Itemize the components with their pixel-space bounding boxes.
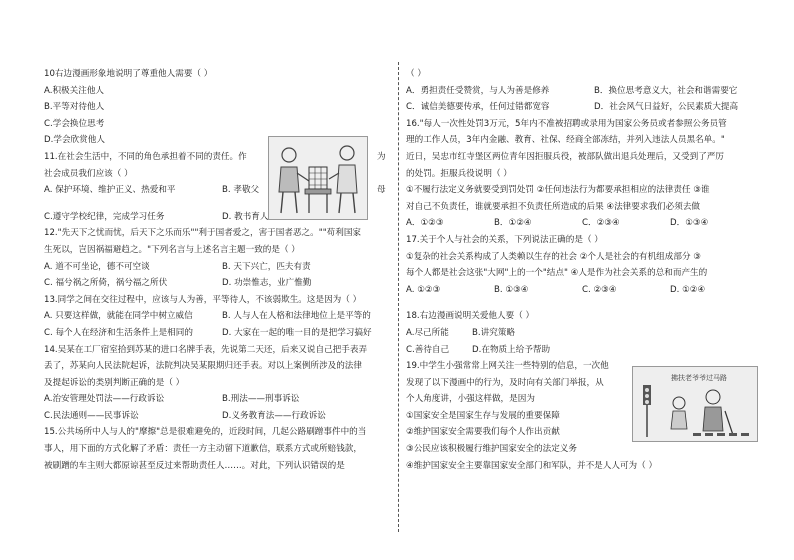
- q18-option-a: A.尽己所能: [406, 327, 449, 338]
- q17-option-c: C. ②③④: [582, 284, 617, 295]
- q11-stem-part1: 11.在社会生活中，不同的角色承担着不同的责任。作: [44, 151, 247, 162]
- q17-option-d: D. ①②④: [670, 284, 706, 295]
- q14-options-cd: [44, 408, 396, 425]
- q11-option-a: A. 保护环境、维护正义、热爱和平: [44, 185, 176, 196]
- q17-stem: 17.关于个人与社会的关系，下列说法正确的是（ ）: [406, 234, 603, 245]
- q13-option-b: B. 人与人在人格和法律地位上是平等的: [222, 311, 371, 322]
- q19-statement-1: ①国家安全是国家生存与发展的重要保障: [406, 410, 560, 421]
- q15-option-d: D．社会风气日益好，公民素质大提高: [594, 102, 739, 113]
- q15-stem-line1: 15.公共场所中人与人的"摩擦"总是很难避免的，近段时间，几起公路刷蹭事件中的当: [44, 427, 367, 438]
- q10-stem: 10右边漫画形象地说明了尊重他人需要（ ）: [44, 69, 213, 79]
- q19-stem-line1: 19.中学生小强常常上网关注一些特别的信息，一次他: [406, 361, 609, 372]
- q15-options-ab: [406, 83, 758, 100]
- q15-options-cd: [406, 99, 758, 116]
- q15-option-a: A．勇担责任受赞赏，与人为善是修养: [406, 85, 550, 96]
- q15-option-b: B．换位思考意义大，社会和谐需要它: [594, 85, 738, 96]
- q16-option-c: C．②③④: [582, 218, 620, 229]
- q12-options-cd: [44, 275, 396, 292]
- q18-option-c: C.善待自己: [406, 344, 450, 355]
- q10-cartoon-image: [268, 136, 368, 220]
- q12-option-c: C. 福兮祸之所倚，祸兮福之所伏: [44, 278, 168, 289]
- q18-options-cd: [406, 342, 758, 359]
- q17-option-b: B. ①③④: [494, 284, 529, 295]
- q18-option-b: B.讲究策略: [472, 327, 516, 338]
- q12-option-a: A. 道不可坐论，德不可空谈: [44, 261, 150, 272]
- q16-stem-line2: 理的工作人员，3年内金融、教育、社保、经商全部冻结，并列入违法人员黑名单。": [406, 135, 725, 146]
- q11-option-d: D. 教书育人: [222, 211, 269, 222]
- q19-statement-3: ③公民应该积极履行维护国家安全的法定义务: [406, 444, 577, 455]
- q13-option-a: A. 只要这样做，就能在同学中树立威信: [44, 311, 193, 322]
- q12-options-ab: [44, 259, 396, 276]
- q14-stem-line2: 丢了，苏某向人民法院起诉，法院判决吴某限期归还手表。对以上案例所涉及的法律: [44, 361, 362, 372]
- q16-option-b: B．①②④: [494, 218, 532, 229]
- q13-options-cd: [44, 325, 396, 342]
- q12-option-b: B. 天下兴亡，匹夫有责: [222, 261, 311, 272]
- q16-stem-line1: 16."每人一次性处罚3万元，5年内不准被招聘或录用为国家公务员或者参照公务员管: [406, 118, 727, 129]
- q11-stem-line2: 社会成员我们应该（ ）: [44, 168, 133, 179]
- q13-options-ab: [44, 308, 396, 325]
- cartoon-crossing-road-icon: [633, 367, 757, 441]
- q19-statement-4: ④维护国家安全主要靠国家安全部门和军队，并不是人人可为（ ）: [406, 460, 658, 471]
- q14-option-d: D.义务教育法——行政诉讼: [222, 410, 326, 421]
- q10-option-c: C.学会换位思考: [44, 118, 105, 129]
- q15-paren: （ ）: [406, 69, 426, 79]
- q18-cartoon-caption: 拂扶老爷爷过马路: [671, 374, 727, 382]
- q19-statement-2: ②维护国家安全需要我们每个人作出贡献: [406, 427, 560, 438]
- q10-option-a: A.积极关注他人: [44, 85, 105, 96]
- q16-stem-line3: 近日，吴忠市红寺堡区两位青年因拒服兵役，被部队做出退兵处理后，又受到了严厉: [406, 151, 724, 162]
- q14-option-a: A.治安管理处罚法——行政诉讼: [44, 394, 165, 405]
- q16-option-a: A．①②③: [406, 218, 444, 229]
- left-column: [44, 66, 396, 474]
- q11-option-b: B. 孝敬父: [222, 185, 260, 196]
- cartoon-people-chair-icon: [269, 137, 367, 219]
- q16-statements-line1: ①不履行法定义务就要受到罚处罚 ②任何违法行为都要承担相应的法律责任 ③谁: [406, 185, 710, 196]
- q18-cartoon-image: [632, 366, 758, 442]
- q17-options: [406, 282, 758, 299]
- q18-option-d: D.在物质上给予帮助: [472, 344, 551, 355]
- q12-stem-line2: 生死以，岂因祸福避趋之。"下列名言与上述名言主题一致的是（ ）: [44, 244, 300, 255]
- q16-statements-line2: 对自己不负责任，谁就要承担不负责任所造成的后果 ④法律要求我们必须去做: [406, 201, 701, 212]
- q11-stem-part2: 为: [377, 151, 386, 162]
- q10-option-d: D.学会欣赏他人: [44, 135, 105, 146]
- q12-stem-line1: 12."先天下之忧而忧，后天下之乐而乐""利于国者爱之，害于国者恶之。""苟利国家: [44, 228, 362, 239]
- q16-options: [406, 215, 758, 232]
- q12-option-d: D. 功崇惟志，业广惟勤: [222, 278, 312, 289]
- q13-option-d: D. 大家在一起的唯一目的是把学习搞好: [222, 327, 372, 338]
- q19-stem-line2: 发现了以下漫画中的行为，及时向有关部门举报，从: [406, 377, 604, 388]
- q19-stem-line3: 个人角度讲，小强这样做，是因为: [406, 394, 535, 405]
- column-divider: [398, 62, 399, 532]
- q15-stem-line3: 被刷蹭的车主则大都原谅甚至反过来帮助责任人……。对此，下列认识错误的是: [44, 460, 345, 471]
- q17-statements-line2: 每个人都是社会这张"大网"上的一个"结点" ④人是作为社会关系的总和而产生的: [406, 268, 708, 279]
- q16-stem-line4: 的处罚。拒服兵役说明（ ）: [406, 168, 512, 179]
- q15-stem-line2: 事人，用下面的方式化解了矛盾：责任一方主动留下道歉信，联系方式或所赔钱款，: [44, 444, 362, 455]
- q11-option-b-cont: 母: [377, 185, 386, 196]
- q14-option-c: C.民法通则——民事诉讼: [44, 410, 139, 421]
- q14-option-b: B.刑法——刑事诉讼: [222, 394, 300, 405]
- q14-stem-line3: 及提起诉讼的类别判断正确的是（ ）: [44, 377, 185, 388]
- q17-option-a: A. ①②③: [406, 284, 441, 295]
- q11-option-c: C.遵守学校纪律，完成学习任务: [44, 211, 165, 222]
- q16-option-d: D．①③④: [670, 218, 709, 229]
- q18-stem: 18.右边漫画说明关爱他人要（ ）: [406, 311, 535, 322]
- q15-option-c: C．诚信美德要传承，任何过错都宽容: [406, 102, 550, 113]
- q14-stem-line1: 14.吴某在工厂宿室拾到苏某的进口名牌手表，先说第二天还，后来又说自己把手表弄: [44, 344, 368, 355]
- q13-stem: 13.同学之间在交往过程中，应该与人为善，平等待人，不该弱欺生。这是因为（ ）: [44, 294, 362, 305]
- q14-options-ab: [44, 391, 396, 408]
- q13-option-c: C. 每个人在经济和生活条件上是相同的: [44, 327, 193, 338]
- q10-option-b: B.平等对待他人: [44, 102, 105, 113]
- q17-statements-line1: ①复杂的社会关系构成了人类赖以生存的社会 ②个人是社会的有机组成部分 ③: [406, 251, 701, 262]
- q18-options-ab: [406, 325, 758, 342]
